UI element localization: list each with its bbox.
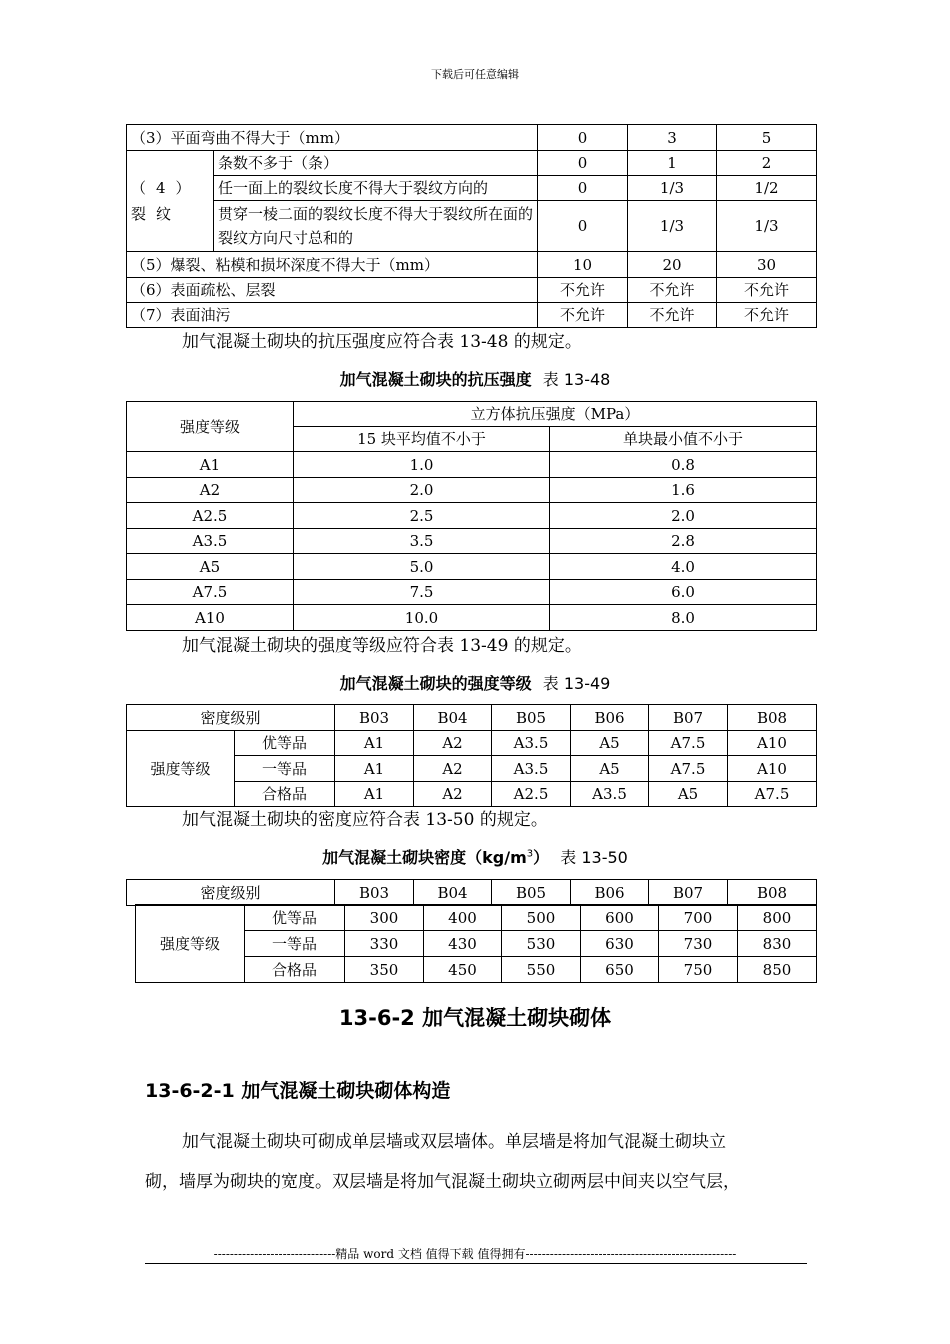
caption-number: 表 13-50 — [560, 848, 628, 867]
caption-number: 表 13-49 — [542, 674, 611, 693]
cell: 3 — [628, 125, 717, 151]
cell: 4.0 — [550, 554, 817, 580]
cell: 500 — [502, 905, 581, 931]
header-cell: 密度级别 — [127, 880, 335, 906]
row-label: （6）表面疏松、层裂 — [127, 278, 538, 303]
strength-table-13-48 — [126, 401, 817, 631]
table-caption — [0, 671, 950, 694]
row-label: 一等品 — [245, 931, 345, 957]
cell: 1/2 — [717, 176, 817, 201]
cell: 350 — [345, 957, 424, 983]
cell: 6.0 — [550, 580, 817, 605]
cell: 600 — [581, 905, 659, 931]
cell: A2.5 — [492, 782, 571, 807]
cell: 不允许 — [628, 303, 717, 328]
table-caption — [0, 845, 950, 868]
header-cell: B08 — [728, 705, 817, 731]
caption-title: 加气混凝土砌块密度（kg/m — [322, 848, 527, 867]
cell: A5 — [571, 756, 649, 782]
table-row — [127, 452, 817, 478]
cell: A1 — [127, 452, 294, 478]
cell: 530 — [502, 931, 581, 957]
cell: 300 — [345, 905, 424, 931]
row-label: （5）爆裂、粘模和损坏深度不得大于（mm） — [127, 252, 538, 278]
cell: 830 — [738, 931, 817, 957]
cell: 400 — [424, 905, 502, 931]
cell: 0 — [538, 201, 628, 252]
table-row — [127, 554, 817, 580]
defect-table — [126, 124, 817, 328]
row-label: 合格品 — [245, 957, 345, 983]
cell: A7.5 — [649, 756, 728, 782]
cell: 2.0 — [294, 478, 550, 503]
cell: A1 — [335, 731, 414, 756]
row-label: 任一面上的裂纹长度不得大于裂纹方向的 — [214, 176, 538, 201]
cell: 0 — [538, 151, 628, 176]
cell: 0 — [538, 176, 628, 201]
row-label: 条数不多于（条） — [214, 151, 538, 176]
header-cell: 强度等级 — [136, 905, 245, 983]
caption-superscript: 3 — [526, 848, 534, 860]
cell: 30 — [717, 252, 817, 278]
cell: 0.8 — [550, 452, 817, 478]
table-row — [127, 731, 817, 756]
density-table-13-50 — [135, 904, 817, 983]
cell: 不允许 — [628, 278, 717, 303]
header-cell: B05 — [492, 705, 571, 731]
footer-rule — [145, 1263, 807, 1264]
cell: 7.5 — [294, 580, 550, 605]
cell: A2.5 — [127, 503, 294, 529]
cell: 2.0 — [550, 503, 817, 529]
cell: 2.5 — [294, 503, 550, 529]
cell: A1 — [335, 756, 414, 782]
header-cell: 强度等级 — [127, 731, 235, 807]
cell: A10 — [728, 756, 817, 782]
header-cell: B03 — [335, 705, 414, 731]
cell: 450 — [424, 957, 502, 983]
section-heading: 13-6-2 加气混凝土砌块砌体 — [338, 1006, 612, 1030]
cell: 5 — [717, 125, 817, 151]
cell: A2 — [414, 782, 492, 807]
body-text-line: 砌，墙厚为砌块的宽度。双层墙是将加气混凝土砌块立砌两层中间夹以空气层， — [145, 1172, 740, 1192]
header-cell: 立方体抗压强度（MPa） — [294, 402, 817, 427]
caption-close: ） — [533, 848, 550, 867]
table-row — [127, 580, 817, 605]
cell: A10 — [728, 731, 817, 756]
caption-title: 加气混凝土砌块的抗压强度 — [339, 370, 532, 389]
cell: A3.5 — [571, 782, 649, 807]
cell: 8.0 — [550, 605, 817, 631]
cell: A5 — [127, 554, 294, 580]
header-cell: 密度级别 — [127, 705, 335, 731]
grade-table-13-49 — [126, 704, 817, 807]
cell: 850 — [738, 957, 817, 983]
header-cell: B06 — [571, 880, 649, 906]
table-row — [127, 529, 817, 554]
cell: A3.5 — [492, 731, 571, 756]
cell: 1 — [628, 151, 717, 176]
cell: A3.5 — [127, 529, 294, 554]
cell: 3.5 — [294, 529, 550, 554]
cell: 2 — [717, 151, 817, 176]
header-cell: B06 — [571, 705, 649, 731]
table-row — [136, 905, 817, 931]
crack-group-label: （4）裂纹 — [127, 151, 214, 252]
cell: 730 — [659, 931, 738, 957]
cell: 20 — [628, 252, 717, 278]
cell: A2 — [127, 478, 294, 503]
row-label: 一等品 — [235, 756, 335, 782]
paragraph: 加气混凝土砌块的密度应符合表 13-50 的规定。 — [182, 810, 548, 830]
table-caption — [0, 367, 950, 390]
page-footer: ------------------------------精品 word 文档 值得下载 值得拥有---------------------------------------------------- — [213, 1247, 737, 1261]
header-cell: B03 — [335, 880, 414, 906]
row-label: 优等品 — [235, 731, 335, 756]
header-cell: B05 — [492, 880, 571, 906]
density-table-header — [126, 879, 817, 906]
cell: 不允许 — [717, 278, 817, 303]
cell: 不允许 — [538, 278, 628, 303]
header-cell: B08 — [728, 880, 817, 906]
cell: A5 — [571, 731, 649, 756]
cell: A1 — [335, 782, 414, 807]
row-label: 优等品 — [245, 905, 345, 931]
cell: 1.6 — [550, 478, 817, 503]
paragraph: 加气混凝土砌块的抗压强度应符合表 13-48 的规定。 — [182, 332, 582, 352]
caption-title: 加气混凝土砌块的强度等级 — [339, 674, 532, 693]
cell: 10.0 — [294, 605, 550, 631]
cell: 0 — [538, 125, 628, 151]
table-row — [127, 478, 817, 503]
cell: 750 — [659, 957, 738, 983]
cell: 430 — [424, 931, 502, 957]
header-cell: B04 — [414, 880, 492, 906]
cell: 550 — [502, 957, 581, 983]
cell: 650 — [581, 957, 659, 983]
cell: 1/3 — [717, 201, 817, 252]
subsection-heading: 13-6-2-1 加气混凝土砌块砌体构造 — [145, 1080, 451, 1102]
cell: A2 — [414, 756, 492, 782]
header-cell: 单块最小值不小于 — [550, 427, 817, 452]
row-label: 合格品 — [235, 782, 335, 807]
table-row — [127, 605, 817, 631]
cell: A7.5 — [127, 580, 294, 605]
cell: 10 — [538, 252, 628, 278]
cell: 330 — [345, 931, 424, 957]
caption-number: 表 13-48 — [542, 370, 611, 389]
cell: 5.0 — [294, 554, 550, 580]
row-label: （7）表面油污 — [127, 303, 538, 328]
header-cell: B04 — [414, 705, 492, 731]
row-label: 贯穿一棱二面的裂纹长度不得大于裂纹所在面的裂纹方向尺寸总和的 — [214, 201, 538, 252]
body-text-line: 加气混凝土砌块可砌成单层墙或双层墙体。单层墙是将加气混凝土砌块立 — [182, 1132, 726, 1152]
header-cell: B07 — [649, 705, 728, 731]
cell: 700 — [659, 905, 738, 931]
cell: A3.5 — [492, 756, 571, 782]
cell: 1/3 — [628, 201, 717, 252]
cell: 1/3 — [628, 176, 717, 201]
cell: A5 — [649, 782, 728, 807]
header-cell: 强度等级 — [127, 402, 294, 452]
cell: 1.0 — [294, 452, 550, 478]
header-cell: B07 — [649, 880, 728, 906]
page-header: 下载后可任意编辑 — [431, 68, 519, 81]
cell: 不允许 — [538, 303, 628, 328]
header-cell: 15 块平均值不小于 — [294, 427, 550, 452]
paragraph: 加气混凝土砌块的强度等级应符合表 13-49 的规定。 — [182, 636, 582, 656]
row-label: （3）平面弯曲不得大于（mm） — [127, 125, 538, 151]
cell: 630 — [581, 931, 659, 957]
cell: 800 — [738, 905, 817, 931]
cell: 2.8 — [550, 529, 817, 554]
cell: A2 — [414, 731, 492, 756]
cell: A7.5 — [728, 782, 817, 807]
table-row — [127, 503, 817, 529]
cell: A7.5 — [649, 731, 728, 756]
cell: 不允许 — [717, 303, 817, 328]
cell: A10 — [127, 605, 294, 631]
